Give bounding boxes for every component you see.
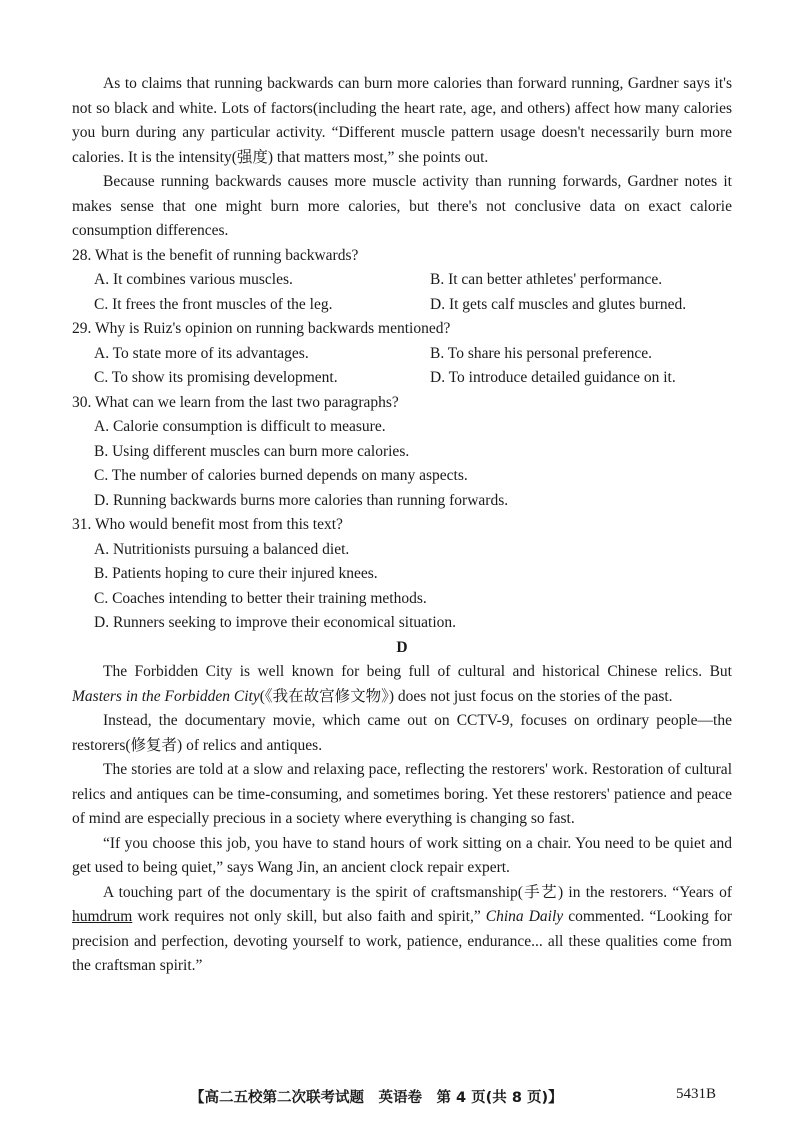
option-d: D. To introduce detailed guidance on it. [430, 369, 676, 386]
passage-paragraph [72, 881, 732, 979]
option-d: D. Runners seeking to improve their economical situation. [94, 614, 457, 631]
option-b: B. Using different muscles can burn more calories. [94, 442, 410, 460]
text-run: (《我在故宫修文物》) does not just focus on the stories of the past. [259, 687, 673, 705]
option-a: A. To state more of its advantages. [94, 344, 309, 362]
question-stem: 29. Why is Ruiz's opinion on running backwards mentioned? [72, 320, 451, 337]
option-d: D. It gets calf muscles and glutes burned. [430, 295, 687, 313]
passage-paragraph [72, 660, 732, 709]
question-stem: 30. What can we learn from the last two paragraphs? [72, 393, 399, 411]
option-c: C. Coaches intending to better their training methods. [94, 589, 427, 607]
text-run: commented. “Looking for precision and perfection, devoting yourself to work, patience, endurance... all these qualities come from the craftsman spirit.” [72, 908, 732, 974]
paper-code: 5431B [676, 1086, 717, 1102]
option-c: C. To show its promising development. [94, 369, 338, 386]
underlined-word: humdrum [72, 908, 133, 925]
passage-paragraph: Instead, the documentary movie, which came out on CCTV-9, focuses on ordinary people—the restorers(修复者) of relics and antiques. [72, 712, 732, 754]
text-run: The Forbidden City is well known for being full of cultural and historical Chinese relics. But [103, 663, 732, 680]
option-c: C. It frees the front muscles of the leg. [94, 295, 333, 313]
option-d: D. Running backwards burns more calories than running forwards. [94, 491, 509, 509]
question-stem: 28. What is the benefit of running backwards? [72, 246, 359, 264]
option-c: C. The number of calories burned depends on many aspects. [94, 467, 468, 484]
option-b: B. Patients hoping to cure their injured knees. [94, 565, 378, 582]
option-a: A. Calorie consumption is difficult to measure. [94, 418, 386, 435]
option-b: B. To share his personal preference. [430, 344, 653, 362]
passage-paragraph: The stories are told at a slow and relaxing pace, reflecting the restorers' work. Restoration of cultural relics and antiques can be time-consuming, and sometimes boring. Yet these restorers' patience and peace of mind are especially precious in a society where everything is changing so fast. [72, 761, 732, 827]
passage-paragraph: Because running backwards causes more muscle activity than running forwards, Gardner notes it makes sense that one might burn more calories, but there's not conclusive data on exact calorie consumption differences. [72, 173, 732, 239]
exam-page [72, 72, 732, 979]
footer-title: 【高二五校第二次联考试题 英语卷 第 4 页(共 8 页)】 [190, 1090, 563, 1106]
passage-paragraph: “If you choose this job, you have to stand hours of work sitting on a chair. You need to be quiet and get used to being quiet,” says Wang Jin, an ancient clock repair expert. [72, 834, 732, 876]
option-a: A. Nutritionists pursuing a balanced diet. [94, 540, 350, 558]
option-b: B. It can better athletes' performance. [430, 271, 663, 288]
source-name: China Daily [485, 908, 564, 925]
question-stem: 31. Who would benefit most from this text? [72, 516, 343, 533]
question-31 [72, 513, 732, 636]
section-label: D [396, 638, 408, 656]
film-title: Masters in the Forbidden City [72, 687, 260, 705]
text-run: A touching part of the documentary is the spirit of craftsmanship(手艺) in the restorers. “Years of [103, 883, 732, 901]
passage-paragraph: As to claims that running backwards can burn more calories than forward running, Gardner says it's not so black and white. Lots of factors(including the heart rate, age, and others) affect how many calories you burn during any particular activity. “Different muscle pattern usage doesn't necessarily burn more calories. It is the intensity(强度) that matters most,” she points out. [72, 75, 732, 166]
question-30 [72, 391, 732, 514]
option-a: A. It combines various muscles. [94, 271, 293, 288]
question-29 [72, 317, 732, 391]
question-28 [72, 244, 732, 318]
text-run: work requires not only skill, but also faith and spirit,” [132, 908, 486, 925]
